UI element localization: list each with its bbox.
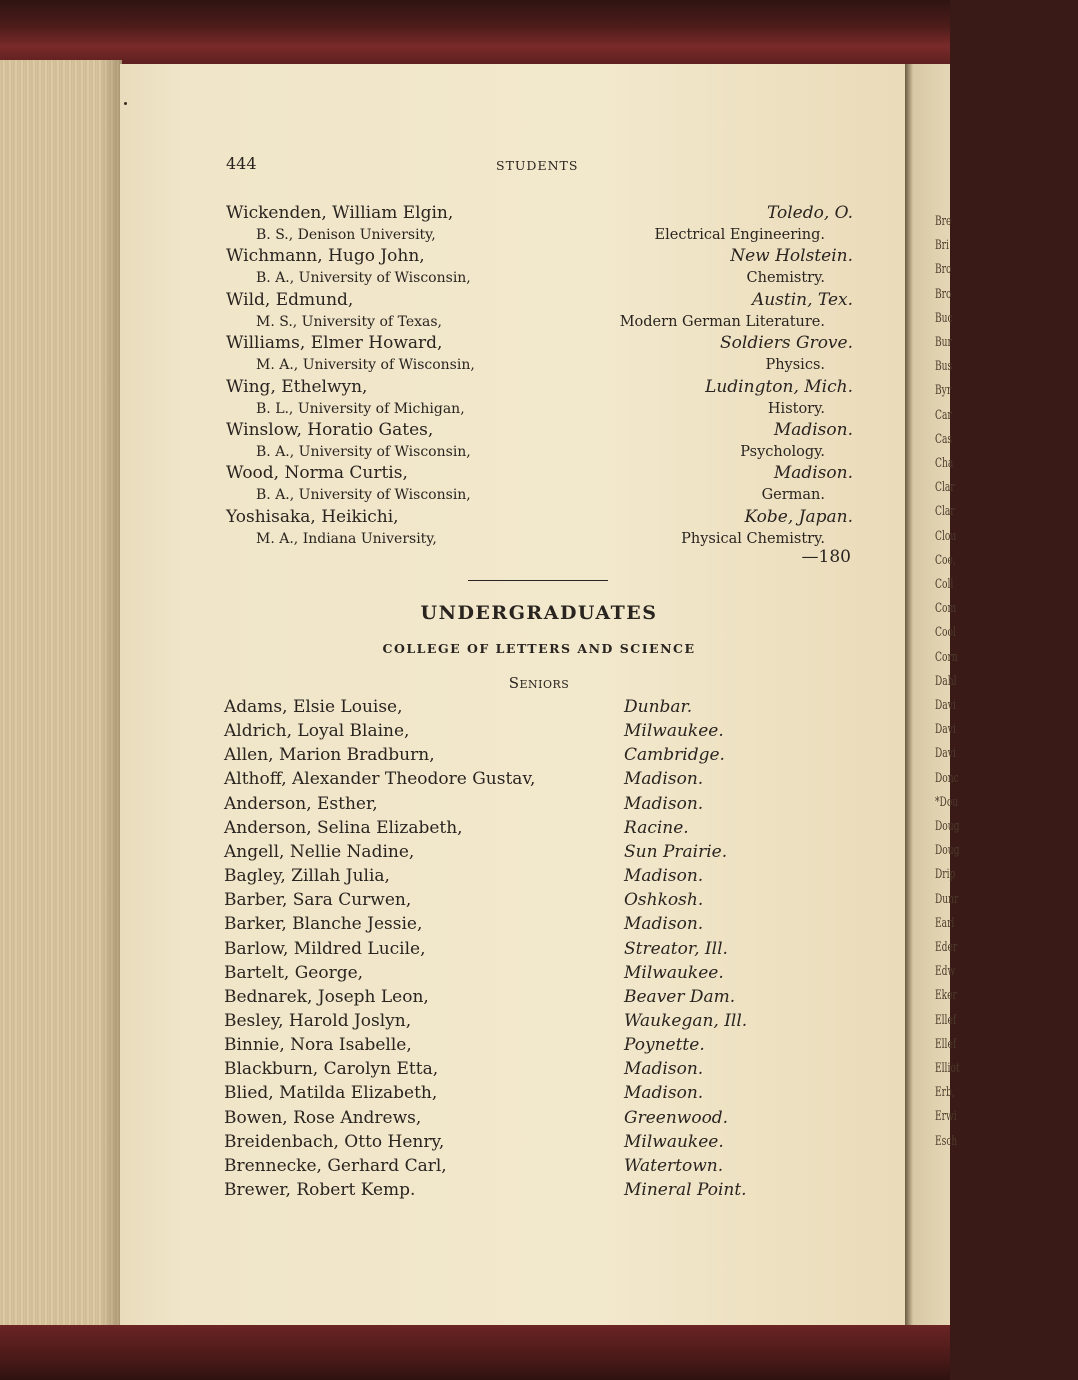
graduate-field: Physics. (765, 357, 825, 374)
senior-name: Bowen, Rose Andrews, (224, 1107, 422, 1128)
graduate-name: Wood, Norma Curtis, (226, 463, 408, 484)
graduate-degree: B. A., University of Wisconsin, (256, 487, 471, 504)
senior-name: Blied, Matilda Elizabeth, (224, 1083, 438, 1104)
adjacent-page-fragment: Coe, (935, 552, 956, 568)
senior-name: Bednarek, Joseph Leon, (224, 986, 429, 1007)
adjacent-page-fragment: Davi (935, 722, 956, 738)
senior-hometown: Madison. (624, 793, 704, 814)
adjacent-page-fragment: Esch (935, 1133, 958, 1149)
senior-name: Bartelt, George, (224, 962, 364, 983)
page-number: 444 (226, 154, 257, 173)
adjacent-page-fragment: Bus (935, 359, 953, 375)
senior-hometown: Madison. (624, 914, 704, 935)
adjacent-page-fragment: Clar (935, 504, 955, 520)
adjacent-page-fragment: Davi (935, 746, 956, 762)
adjacent-page-fragment: Davi (935, 698, 956, 713)
graduate-name: Winslow, Horatio Gates, (226, 420, 434, 440)
graduate-hometown: Madison. (773, 463, 853, 484)
adjacent-page-fragment: Elliot (935, 1061, 960, 1076)
adjacent-page-fragment: Eker (935, 988, 957, 1004)
senior-hometown: Poynette. (624, 1035, 705, 1056)
adjacent-page-fragment: Car (935, 407, 952, 423)
adjacent-page-fragment: Cool (935, 625, 956, 641)
graduate-name: Wickenden, William Elgin, (226, 203, 454, 223)
graduate-hometown: Madison. (773, 420, 853, 440)
adjacent-page-fragment: Erwi (935, 1109, 957, 1125)
graduate-name: Williams, Elmer Howard, (226, 333, 443, 354)
senior-name: Barber, Sara Curwen, (224, 890, 412, 911)
graduate-field: Chemistry. (746, 270, 825, 287)
senior-hometown: Waukegan, Ill. (624, 1010, 748, 1031)
senior-name: Barlow, Mildred Lucile, (224, 938, 426, 959)
adjacent-page-fragment: Bur (935, 335, 952, 350)
senior-hometown: Beaver Dam. (624, 986, 736, 1007)
senior-hometown: Milwaukee. (624, 1131, 724, 1152)
graduate-hometown: Austin, Tex. (751, 289, 853, 310)
adjacent-page-fragment: Ellef (935, 1036, 957, 1052)
senior-hometown: Cambridge. (624, 745, 725, 766)
graduate-name: Wing, Ethelwyn, (226, 376, 368, 397)
senior-hometown: Streator, Ill. (624, 938, 728, 959)
graduate-hometown: Ludington, Mich. (705, 376, 853, 397)
senior-name: Aldrich, Loyal Blaine, (224, 721, 410, 742)
senior-hometown: Milwaukee. (624, 721, 724, 742)
graduate-name: Wild, Edmund, (226, 289, 354, 310)
senior-hometown: Dunbar. (624, 697, 693, 717)
senior-hometown: Madison. (624, 769, 704, 790)
adjacent-page-fragment: Coll (935, 577, 954, 592)
senior-name: Binnie, Nora Isabelle, (224, 1035, 412, 1056)
adjacent-page-fragment: Clou (935, 528, 957, 544)
adjacent-page-fragment: Com (935, 601, 957, 617)
graduate-degree: M. A., Indiana University, (256, 530, 437, 547)
senior-hometown: Sun Prairie. (624, 841, 728, 862)
section-divider (468, 580, 608, 581)
graduate-hometown: Kobe, Japan. (744, 506, 853, 527)
graduate-total: —180 (801, 547, 851, 567)
senior-name: Barker, Blanche Jessie, (224, 914, 423, 935)
adjacent-page-fragment: Dunr (935, 891, 959, 907)
adjacent-page-fragment: Dahl (935, 673, 957, 689)
graduate-field: Electrical Engineering. (654, 227, 825, 243)
senior-hometown: Madison. (624, 1083, 704, 1104)
adjacent-page-fragment: Donc (935, 770, 959, 786)
adjacent-page-fragment: Bri (935, 238, 949, 254)
adjacent-page-fragment: Bre (935, 214, 952, 229)
senior-hometown: Greenwood. (624, 1107, 729, 1128)
adjacent-page-fragment: Byr (935, 383, 952, 399)
senior-hometown: Madison. (624, 866, 704, 887)
senior-hometown: Mineral Point. (624, 1180, 747, 1200)
graduate-degree: M. A., University of Wisconsin, (256, 357, 475, 374)
adjacent-page-fragment: Cas (935, 431, 953, 447)
senior-name: Althoff, Alexander Theodore Gustav, (224, 769, 536, 790)
graduate-degree: B. L., University of Michigan, (256, 400, 465, 417)
senior-name: Blackburn, Carolyn Etta, (224, 1059, 439, 1080)
senior-name: Allen, Marion Bradburn, (224, 745, 435, 766)
adjacent-page-edge (905, 64, 960, 1330)
section-heading: UNDERGRADUATES (420, 602, 658, 624)
adjacent-page-fragment: Bro (935, 262, 952, 278)
graduate-name: Yoshisaka, Heikichi, (226, 506, 399, 527)
adjacent-page-fragment: Corn (935, 649, 958, 665)
adjacent-page-fragment: Ellef (935, 1012, 957, 1028)
senior-name: Breidenbach, Otto Henry, (224, 1131, 445, 1152)
graduate-field: Psychology. (740, 444, 825, 460)
graduate-hometown: Toledo, O. (766, 203, 853, 223)
senior-name: Adams, Elsie Louise, (224, 697, 403, 717)
ink-speck (124, 102, 127, 105)
senior-hometown: Madison. (624, 1059, 704, 1080)
book-cover-top (0, 0, 950, 66)
adjacent-page-fragment: Doug (935, 819, 960, 834)
senior-name: Brewer, Robert Kemp. (224, 1180, 416, 1200)
class-heading: Seniors (508, 674, 570, 692)
graduate-name: Wichmann, Hugo John, (226, 246, 425, 267)
adjacent-page-fragment: Buc (935, 310, 953, 326)
college-heading: COLLEGE OF LETTERS AND SCIENCE (382, 641, 696, 656)
adjacent-page-fragment: Erb, (935, 1085, 955, 1101)
senior-hometown: Racine. (624, 817, 689, 838)
book-cover-bottom (0, 1325, 950, 1380)
senior-hometown: Oshkosh. (624, 890, 704, 911)
senior-hometown: Watertown. (624, 1155, 724, 1176)
graduate-field: Modern German Literature. (619, 313, 825, 330)
graduate-hometown: New Holstein. (730, 246, 853, 267)
adjacent-page-fragment: *Dou (935, 794, 959, 810)
senior-hometown: Milwaukee. (624, 962, 724, 983)
adjacent-page-fragment: Earl (935, 915, 955, 931)
senior-name: Brennecke, Gerhard Carl, (224, 1155, 447, 1176)
senior-name: Angell, Nellie Nadine, (224, 841, 415, 862)
graduate-degree: B. A., University of Wisconsin, (256, 444, 471, 460)
graduate-field: History. (767, 400, 825, 417)
adjacent-page-fragment: Clar (935, 480, 955, 496)
page-edges-shadow (100, 60, 122, 1330)
adjacent-page-fragment: Doug (935, 843, 960, 859)
adjacent-page-fragment: Edw (935, 964, 956, 980)
graduate-field: Physical Chemistry. (681, 530, 825, 547)
running-head: STUDENTS (496, 158, 579, 173)
adjacent-page-fragment: Cha (935, 456, 954, 471)
senior-name: Anderson, Selina Elizabeth, (224, 817, 463, 838)
senior-name: Anderson, Esther, (224, 793, 378, 814)
senior-name: Besley, Harold Joslyn, (224, 1010, 412, 1031)
graduate-field: German. (761, 487, 825, 504)
senior-name: Bagley, Zillah Julia, (224, 866, 390, 887)
graduate-degree: B. A., University of Wisconsin, (256, 270, 471, 287)
adjacent-page-fragment: Eder (935, 940, 958, 955)
adjacent-page-fragment: Drip (935, 867, 956, 883)
graduate-degree: B. S., Denison University, (256, 227, 436, 243)
graduate-hometown: Soldiers Grove. (720, 333, 853, 354)
adjacent-page-fragment: Bro (935, 286, 952, 302)
graduate-degree: M. S., University of Texas, (256, 313, 442, 330)
